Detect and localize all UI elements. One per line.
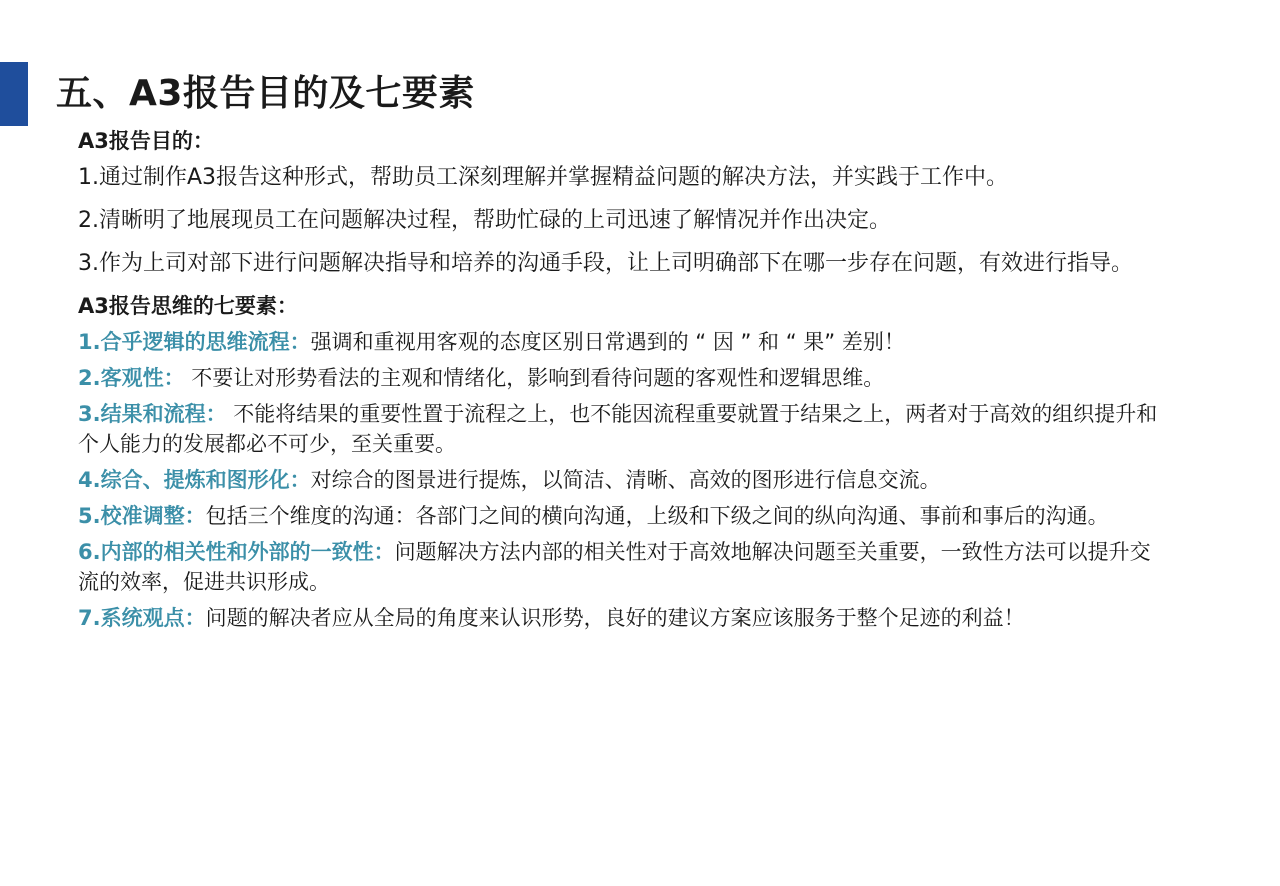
element-text: 问题的解决者应从全局的角度来认识形势，良好的建议方案应该服务于整个足迹的利益！ (205, 606, 1025, 630)
element-item (78, 363, 1198, 393)
element-item (78, 327, 1198, 357)
slide-content (78, 124, 1198, 633)
element-text: 对综合的图景进行提炼，以简洁、清晰、高效的图形进行信息交流。 (310, 468, 941, 492)
element-label: 1.合乎逻辑的思维流程： (78, 330, 311, 354)
element-text: 包括三个维度的沟通：各部门之间的横向沟通，上级和下级之间的纵向沟通、事前和事后的沟通。 (205, 504, 1109, 528)
element-item (78, 603, 1158, 633)
element-text: 不能将结果的重要性置于流程之上，也不能因流程重要就置于结果之上，两者对于高效的组织提升和个人能力的发展都必不可少，至关重要。 (78, 402, 1158, 456)
slide-title: 五、A3报告目的及七要素 (56, 73, 475, 114)
elements-heading: A3报告思维的七要素： (78, 294, 298, 318)
element-text: 问题解决方法内部的相关性对于高效地解决问题至关重要，一致性方法可以提升交流的效率，促进共识形成。 (78, 540, 1151, 594)
element-label: 7.系统观点： (78, 606, 206, 630)
purpose-item: 3.作为上司对部下进行问题解决指导和培养的沟通手段，让上司明确部下在哪一步存在问题，有效进行指导。 (78, 251, 1133, 276)
title-accent-bar (0, 62, 28, 126)
element-text: 不要让对形势看法的主观和情绪化，影响到看待问题的客观性和逻辑思维。 (184, 366, 885, 390)
element-label: 5.校准调整： (78, 504, 206, 528)
purpose-item: 1.通过制作A3报告这种形式，帮助员工深刻理解并掌握精益问题的解决方法，并实践于工作中。 (78, 165, 1009, 190)
element-label: 3.结果和流程： (78, 402, 227, 426)
purpose-heading: A3报告目的： (78, 129, 214, 153)
element-item (78, 537, 1158, 597)
element-label: 4.综合、提炼和图形化： (78, 468, 311, 492)
element-label: 6.内部的相关性和外部的一致性： (78, 540, 395, 564)
element-item (78, 465, 1198, 495)
element-item (78, 399, 1163, 459)
element-item (78, 501, 1158, 531)
element-text: 强调和重视用客观的态度区别日常遇到的 “ 因 ” 和 “ 果” 差别！ (310, 330, 905, 354)
purpose-item: 2.清晰明了地展现员工在问题解决过程，帮助忙碌的上司迅速了解情况并作出决定。 (78, 208, 891, 233)
element-label: 2.客观性： (78, 366, 185, 390)
